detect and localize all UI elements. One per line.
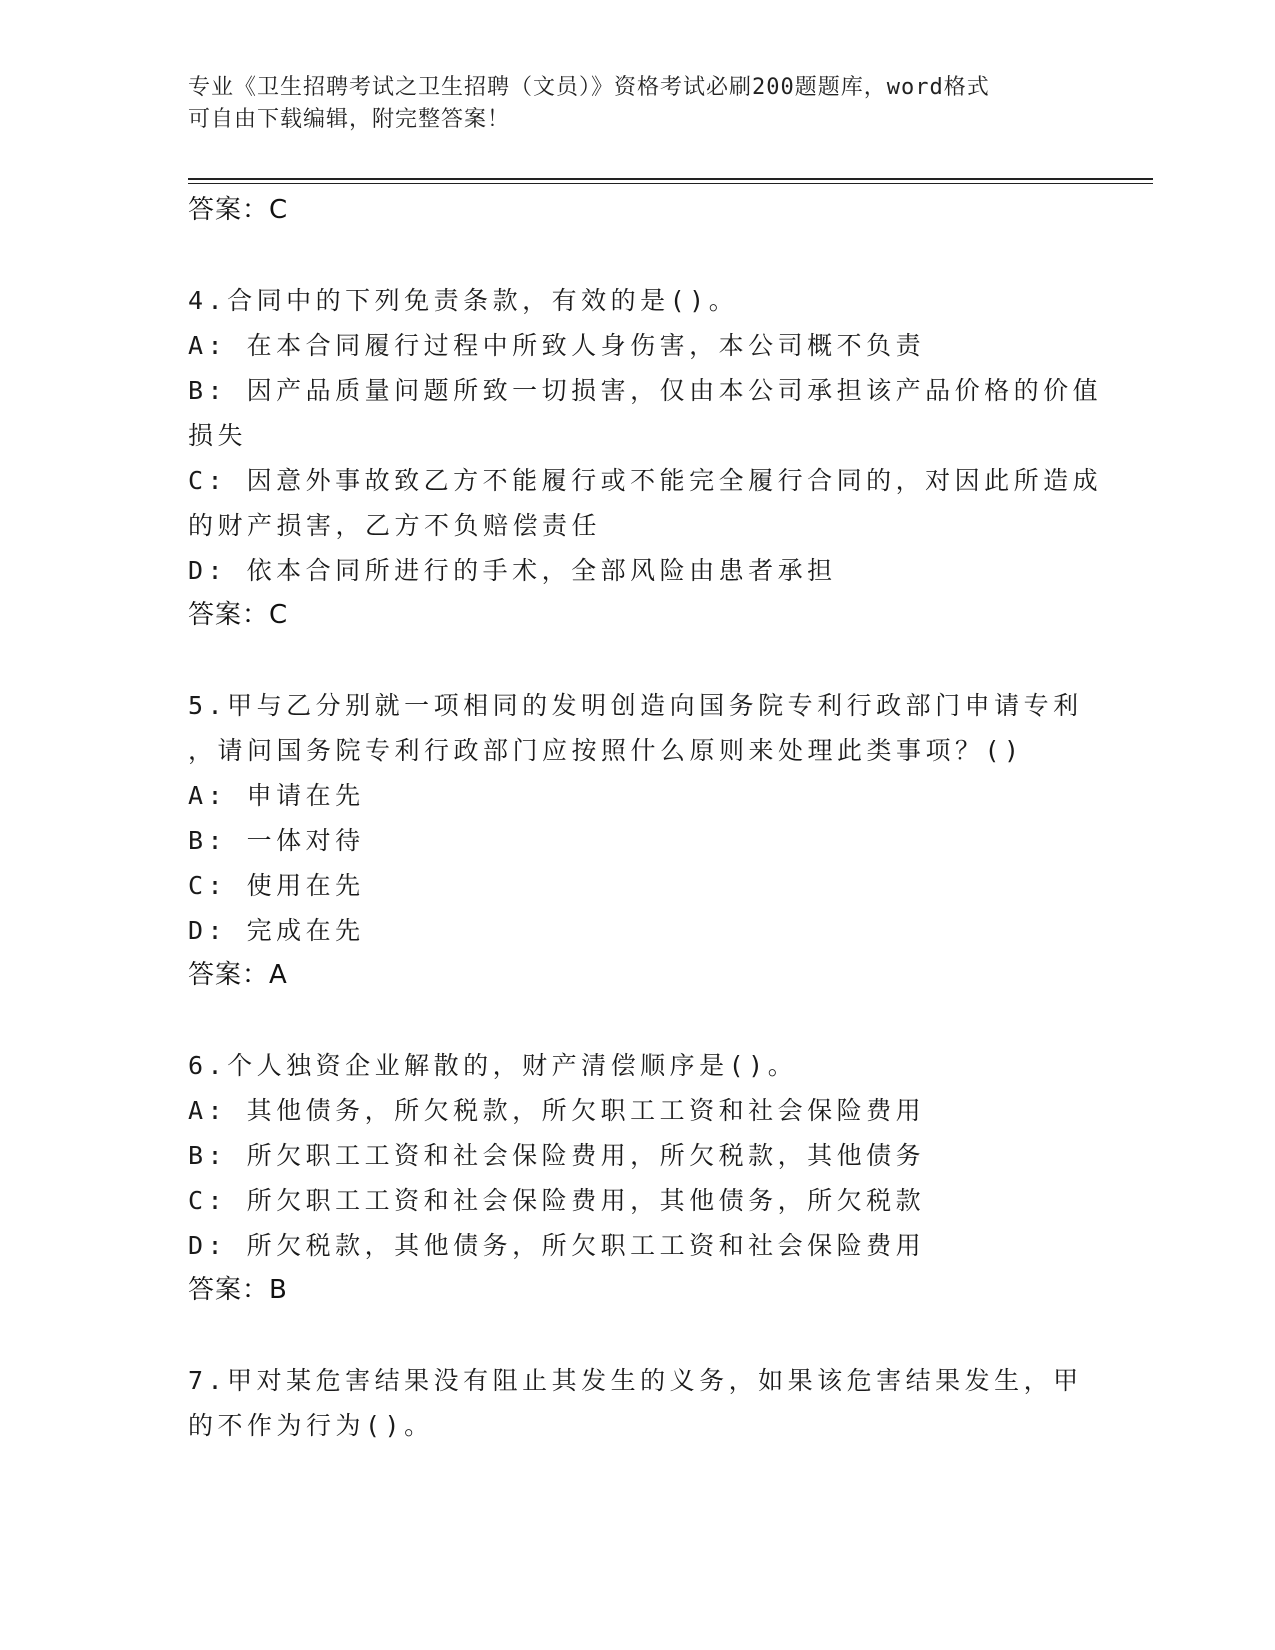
document-body [188, 188, 1103, 1448]
question-5 [188, 683, 1088, 998]
option-b: B: 因产品质量问题所致一切损害，仅由本公司承担该产品价格的价值 [188, 376, 1103, 405]
option-d: D: 完成在先 [188, 916, 365, 945]
option-d: D: 所欠税款，其他债务，所欠职工工资和社会保险费用 [188, 1231, 926, 1260]
option-a: A: 在本合同履行过程中所致人身伤害，本公司概不负责 [188, 331, 926, 360]
question-stem: 6.个人独资企业解散的，财产清偿顺序是()。 [188, 1051, 798, 1080]
option-a: A: 申请在先 [188, 781, 365, 810]
option-b-continued: 损失 [188, 421, 248, 450]
question-stem: 5.甲与乙分别就一项相同的发明创造向国务院专利行政部门申请专利 [188, 691, 1083, 720]
header-divider [188, 178, 1153, 180]
answer: 答案：C [188, 600, 289, 630]
answer: 答案：A [188, 960, 288, 990]
spacer [188, 638, 1088, 683]
option-c-continued: 的财产损害，乙方不负赔偿责任 [188, 511, 602, 540]
option-b: B: 一体对待 [188, 826, 365, 855]
option-c: C: 因意外事故致乙方不能履行或不能完全履行合同的，对因此所造成 [188, 466, 1103, 495]
option-c: C: 使用在先 [188, 871, 365, 900]
answer: 答案：B [188, 1275, 288, 1305]
question-7 [188, 1358, 1088, 1448]
option-d: D: 依本合同所进行的手术，全部风险由患者承担 [188, 556, 837, 585]
header-divider-thin [188, 183, 1153, 184]
question-stem-continued: ，请问国务院专利行政部门应按照什么原则来处理此类事项？() [188, 736, 1024, 765]
question-stem-continued: 的不作为行为()。 [188, 1411, 434, 1440]
spacer [188, 998, 1088, 1043]
spacer [188, 1313, 1088, 1358]
option-a: A: 其他债务，所欠税款，所欠职工工资和社会保险费用 [188, 1096, 926, 1125]
spacer [188, 233, 1088, 278]
option-b: B: 所欠职工工资和社会保险费用，所欠税款，其他债务 [188, 1141, 926, 1170]
question-stem: 4.合同中的下列免责条款，有效的是()。 [188, 286, 739, 315]
question-4 [188, 278, 1103, 638]
answer-q3: 答案：C [188, 195, 289, 225]
question-stem: 7.甲对某危害结果没有阻止其发生的义务，如果该危害结果发生，甲 [188, 1366, 1083, 1395]
header-line-1: 专业《卫生招聘考试之卫生招聘（文员）》资格考试必刷200题题库，word格式 [188, 75, 990, 100]
question-6 [188, 1043, 1088, 1313]
document-header [188, 72, 1068, 136]
header-line-2: 可自由下载编辑，附完整答案！ [188, 107, 511, 132]
option-c: C: 所欠职工工资和社会保险费用，其他债务，所欠税款 [188, 1186, 926, 1215]
